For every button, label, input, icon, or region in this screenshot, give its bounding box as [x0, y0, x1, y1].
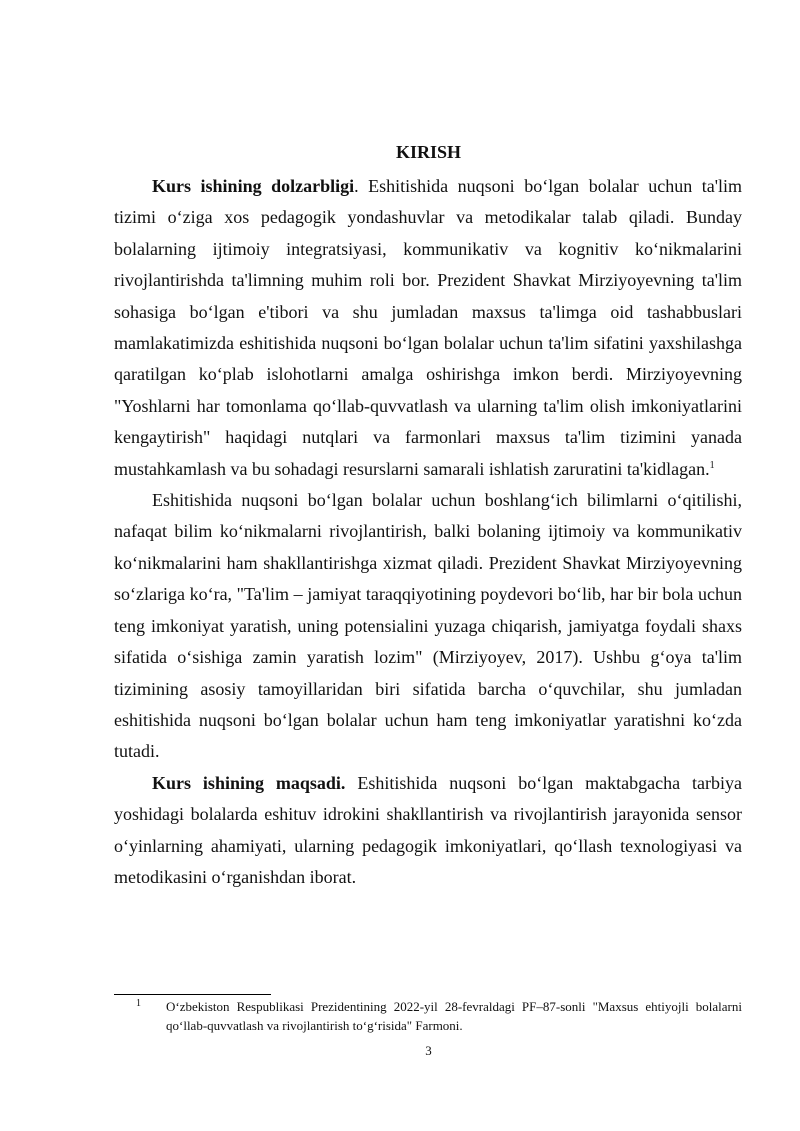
footnote: [136, 997, 742, 1035]
paragraph-lead: Kurs ishining dolzarbligi: [152, 176, 355, 196]
paragraph-relevance: [114, 171, 742, 485]
page-number: 3: [425, 1043, 432, 1058]
paragraph-goal: [114, 768, 742, 894]
footnote-text: O‘zbekiston Respublikasi Prezidentining 2022-yil 28-fevraldagi PF–87-sonli "Maxsus ehtiyojli bolalarni qo‘llab-quvvatlash va rivojlantirish to‘g‘risida" Farmoni.: [166, 999, 742, 1033]
paragraph-text: Eshitishida nuqsoni bo‘lgan maktabgacha tarbiya yoshidagi bolalarda eshituv idrokini shakllantirish va rivojlantirish jarayonida sensor o‘yinlarning ahamiyati, ularning pedagogik imkoniyatlari, qo‘llash texnologiyasi va metodikasini o‘rganishdan iborat.: [114, 772, 742, 887]
footnote-mark: 1: [136, 998, 141, 1009]
paragraph-education: [114, 485, 742, 768]
body-text: [114, 171, 742, 893]
section-title: KIRISH: [395, 142, 462, 162]
paragraph-lead: Kurs ishining maqsadi.: [152, 772, 346, 793]
paragraph-text: . Eshitishida nuqsoni bo‘lgan bolalar uchun ta'lim tizimi o‘ziga xos pedagogik yondashuvlar va metodikalar talab qiladi. Bunday bolalarning ijtimoiy integratsiyasi, kommunikativ va kognitiv ko‘nikmalarini rivojlantirishda ta'limning muhim roli bor. Prezident Shavkat Mirziyoyevning ta'lim sohasiga bo‘lgan e'tibori va shu jumladan maxsus ta'limga oid tashabbuslari mamlakatimizda eshitishida nuqsoni bo‘lgan bolalar uchun ta'lim sifatini yaxshilashga qaratilgan ko‘plab islohotlarni amalga oshirishga imkon berdi. Mirziyoyevning "Yoshlarni har tomonlama qo‘llab-quvvatlash va ularning ta'lim olish imkoniyatlarini kengaytirish" haqidagi nutqlari va farmonlari maxsus ta'lim tizimini yanada mustahkamlash va bu sohadagi resurslarni samarali ishlatish zaruratini ta'kidlagan.: [114, 176, 742, 479]
footnote-reference[interactable]: 1: [709, 459, 715, 471]
paragraph-text: Eshitishida nuqsoni bo‘lgan bolalar uchun boshlang‘ich bilimlarni o‘qitilishi, nafaqat bilim ko‘nikmalarni rivojlantirish, balki bolaning ijtimoiy va kommunikativ ko‘nikmalarini ham shakllantirishga xizmat qiladi. Prezident Shavkat Mirziyoyevning so‘zlariga ko‘ra, "Ta'lim – jamiyat taraqqiyotining poydevori bo‘lib, har bir bola uchun teng imkoniyat yaratish, uning potensialini yuzaga chiqarish, jamiyatga foydali shaxs sifatida o‘sishiga zamin yaratish lozim" (Mirziyoyev, 2017). Ushbu g‘oya ta'lim tizimining asosiy tamoyillaridan biri sifatida barcha o‘quvchilar, shu jumladan eshitishida nuqsoni bo‘lgan bolalar uchun ham teng imkoniyatlar yaratishni ko‘zda tutadi.: [114, 490, 742, 762]
